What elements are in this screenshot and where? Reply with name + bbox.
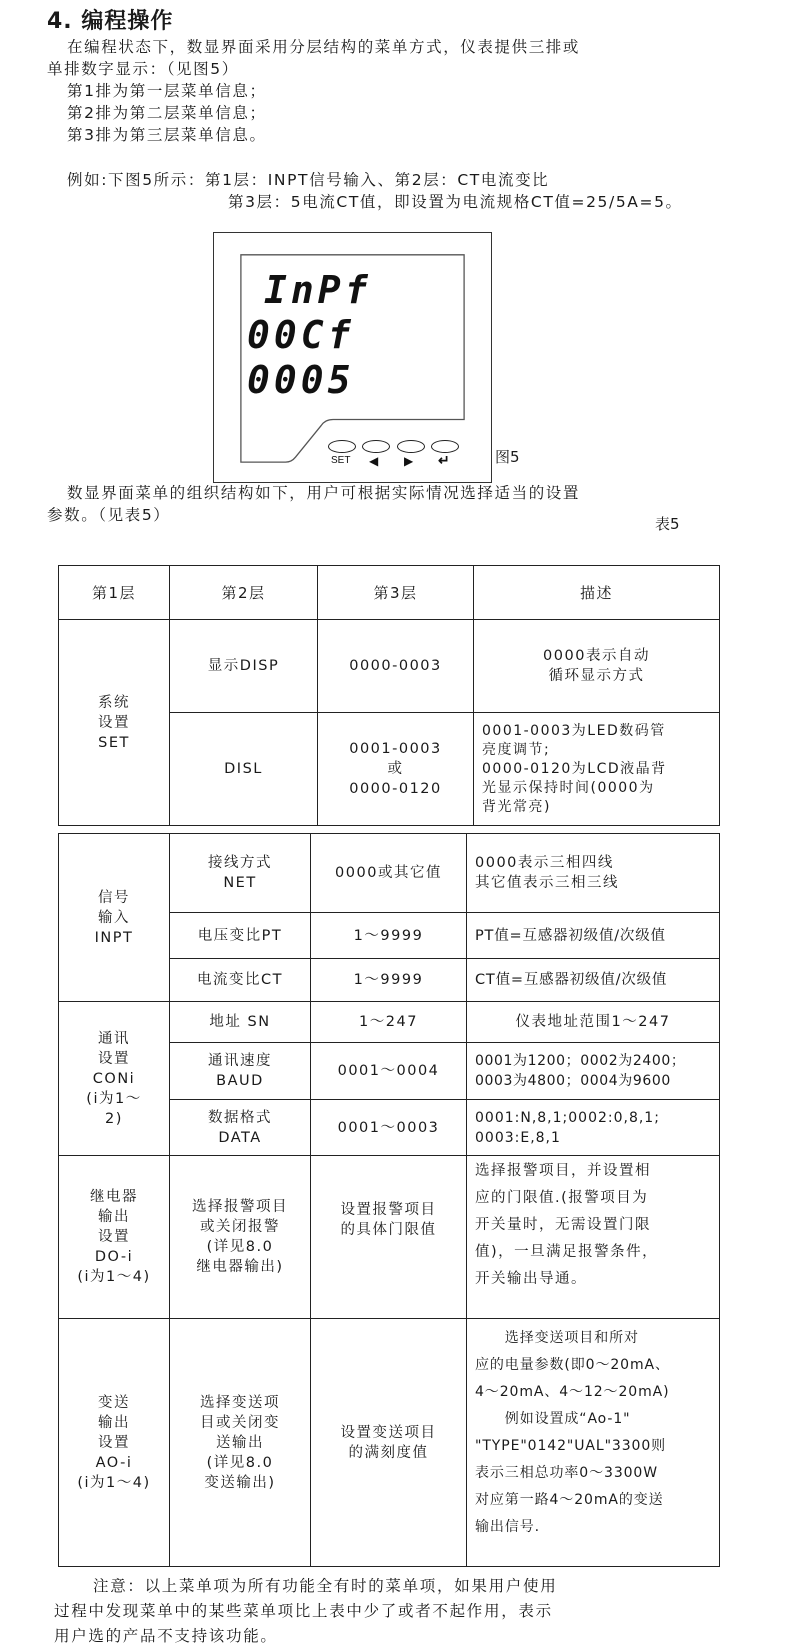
enter-icon: ↵ bbox=[438, 452, 450, 468]
level3-baud: 0001～0004 bbox=[311, 1043, 467, 1100]
right-button[interactable] bbox=[397, 440, 425, 453]
note-line-2: 过程中发现菜单中的某些菜单项比上表中少了或者不起作用，表示 bbox=[54, 1602, 553, 1620]
desc-net: 0000表示三相四线 其它值表示三相三线 bbox=[467, 834, 720, 913]
level2-sn: 地址 SN bbox=[170, 1002, 311, 1043]
intro-line-1: 在编程状态下，数显界面采用分层结构的菜单方式，仪表提供三排或 bbox=[67, 38, 581, 56]
menu-table-part-2 bbox=[58, 833, 720, 1567]
header-level2: 第2层 bbox=[170, 566, 318, 620]
lcd-row-1: InPf bbox=[264, 268, 372, 312]
desc-data: 0001:N,8,1;0002:0,8,1; 0003:E,8,1 bbox=[467, 1100, 720, 1156]
table-caption: 表5 bbox=[655, 515, 680, 533]
set-button-label: SET bbox=[331, 455, 351, 466]
menu-intro-line-1: 数显界面菜单的组织结构如下，用户可根据实际情况选择适当的设置 bbox=[67, 484, 581, 502]
intro-row-1: 第1排为第一层菜单信息； bbox=[67, 82, 267, 100]
example-line-1: 例如:下图5所示：第1层：INPT信号输入、第2层：CT电流变比 bbox=[67, 171, 550, 189]
intro-line-2: 单排数字显示：（见图5） bbox=[47, 60, 239, 78]
meter-device-figure bbox=[213, 232, 492, 483]
level2-ao: 选择变送项 目或关闭变 送输出 (详见8.0 变送输出) bbox=[170, 1319, 311, 1567]
table-row bbox=[59, 1319, 720, 1567]
desc-disp: 0000表示自动 循环显示方式 bbox=[474, 620, 720, 713]
table-row bbox=[59, 834, 720, 913]
level2-ct: 电流变比CT bbox=[170, 959, 311, 1002]
level1-con: 通讯 设置 CONi (i为1～ 2) bbox=[59, 1002, 170, 1156]
section-title: 4. 编程操作 bbox=[47, 9, 174, 34]
menu-intro-line-2: 参数。（见表5） bbox=[47, 506, 171, 524]
desc-pt: PT值=互感器初级值/次级值 bbox=[467, 913, 720, 959]
left-arrow-icon: ◀ bbox=[369, 454, 379, 468]
desc-baud: 0001为1200；0002为2400； 0003为4800；0004为9600 bbox=[467, 1043, 720, 1100]
desc-ct: CT值=互感器初级值/次级值 bbox=[467, 959, 720, 1002]
level2-data: 数据格式 DATA bbox=[170, 1100, 311, 1156]
desc-disl: 0001-0003为LED数码管 亮度调节; 0000-0120为LCD液晶背 光显示保持时间(0000为 背光常亮) bbox=[474, 713, 720, 826]
level2-disp: 显示DISP bbox=[170, 620, 318, 713]
level3-disp: 0000-0003 bbox=[318, 620, 474, 713]
table-header-row bbox=[59, 566, 720, 620]
figure-caption: 图5 bbox=[495, 448, 520, 466]
table-row bbox=[59, 620, 720, 713]
header-level1: 第1层 bbox=[59, 566, 170, 620]
level3-pt: 1～9999 bbox=[311, 913, 467, 959]
note-line-3: 用户选的产品不支持该功能。 bbox=[54, 1627, 278, 1645]
table-row bbox=[59, 1156, 720, 1319]
level1-inpt: 信号 输入 INPT bbox=[59, 834, 170, 1002]
level3-disl: 0001-0003 或 0000-0120 bbox=[318, 713, 474, 826]
level1-do: 继电器 输出 设置 DO-i (i为1～4) bbox=[59, 1156, 170, 1319]
level2-do: 选择报警项目 或关闭报警 (详见8.0 继电器输出) bbox=[170, 1156, 311, 1319]
lcd-row-3: 0005 bbox=[247, 358, 355, 402]
note-line-1: 注意：以上菜单项为所有功能全有时的菜单项，如果用户使用 bbox=[93, 1577, 558, 1595]
level1-ao: 变送 输出 设置 AO-i (i为1～4) bbox=[59, 1319, 170, 1567]
right-arrow-icon: ▶ bbox=[404, 454, 414, 468]
lcd-row-2: 00Cf bbox=[247, 313, 355, 357]
intro-row-2: 第2排为第二层菜单信息； bbox=[67, 104, 267, 122]
level2-net: 接线方式 NET bbox=[170, 834, 311, 913]
desc-ao: 选择变送项目和所对 应的电量参数(即0～20mA、 4～20mA、4～12～20mA) 例如设置成“Ao-1" "TYPE"0142"UAL"3300则 表示三相总功率0～3300W 对应第一路4～20mA的变送 输出信号. bbox=[467, 1319, 720, 1567]
level2-pt: 电压变比PT bbox=[170, 913, 311, 959]
level3-net: 0000或其它值 bbox=[311, 834, 467, 913]
header-description: 描述 bbox=[474, 566, 720, 620]
level2-disl: DISL bbox=[170, 713, 318, 826]
level1-set: 系统 设置 SET bbox=[59, 620, 170, 826]
level3-ao: 设置变送项目 的满刻度值 bbox=[311, 1319, 467, 1567]
level3-sn: 1～247 bbox=[311, 1002, 467, 1043]
desc-do: 选择报警项目，并设置相 应的门限值.(报警项目为 开关量时，无需设置门限 值)，一旦满足报警条件， 开关输出导通。 bbox=[467, 1156, 720, 1319]
left-button[interactable] bbox=[362, 440, 390, 453]
header-level3: 第3层 bbox=[318, 566, 474, 620]
set-button[interactable] bbox=[328, 440, 356, 453]
level3-data: 0001～0003 bbox=[311, 1100, 467, 1156]
level2-baud: 通讯速度 BAUD bbox=[170, 1043, 311, 1100]
menu-table-part-1 bbox=[58, 565, 720, 826]
desc-sn: 仪表地址范围1～247 bbox=[467, 1002, 720, 1043]
table-row bbox=[59, 1002, 720, 1043]
level3-ct: 1～9999 bbox=[311, 959, 467, 1002]
intro-row-3: 第3排为第三层菜单信息。 bbox=[67, 126, 267, 144]
example-line-2: 第3层：5电流CT值，即设置为电流规格CT值=25/5A=5。 bbox=[228, 193, 683, 211]
level3-do: 设置报警项目 的具体门限值 bbox=[311, 1156, 467, 1319]
